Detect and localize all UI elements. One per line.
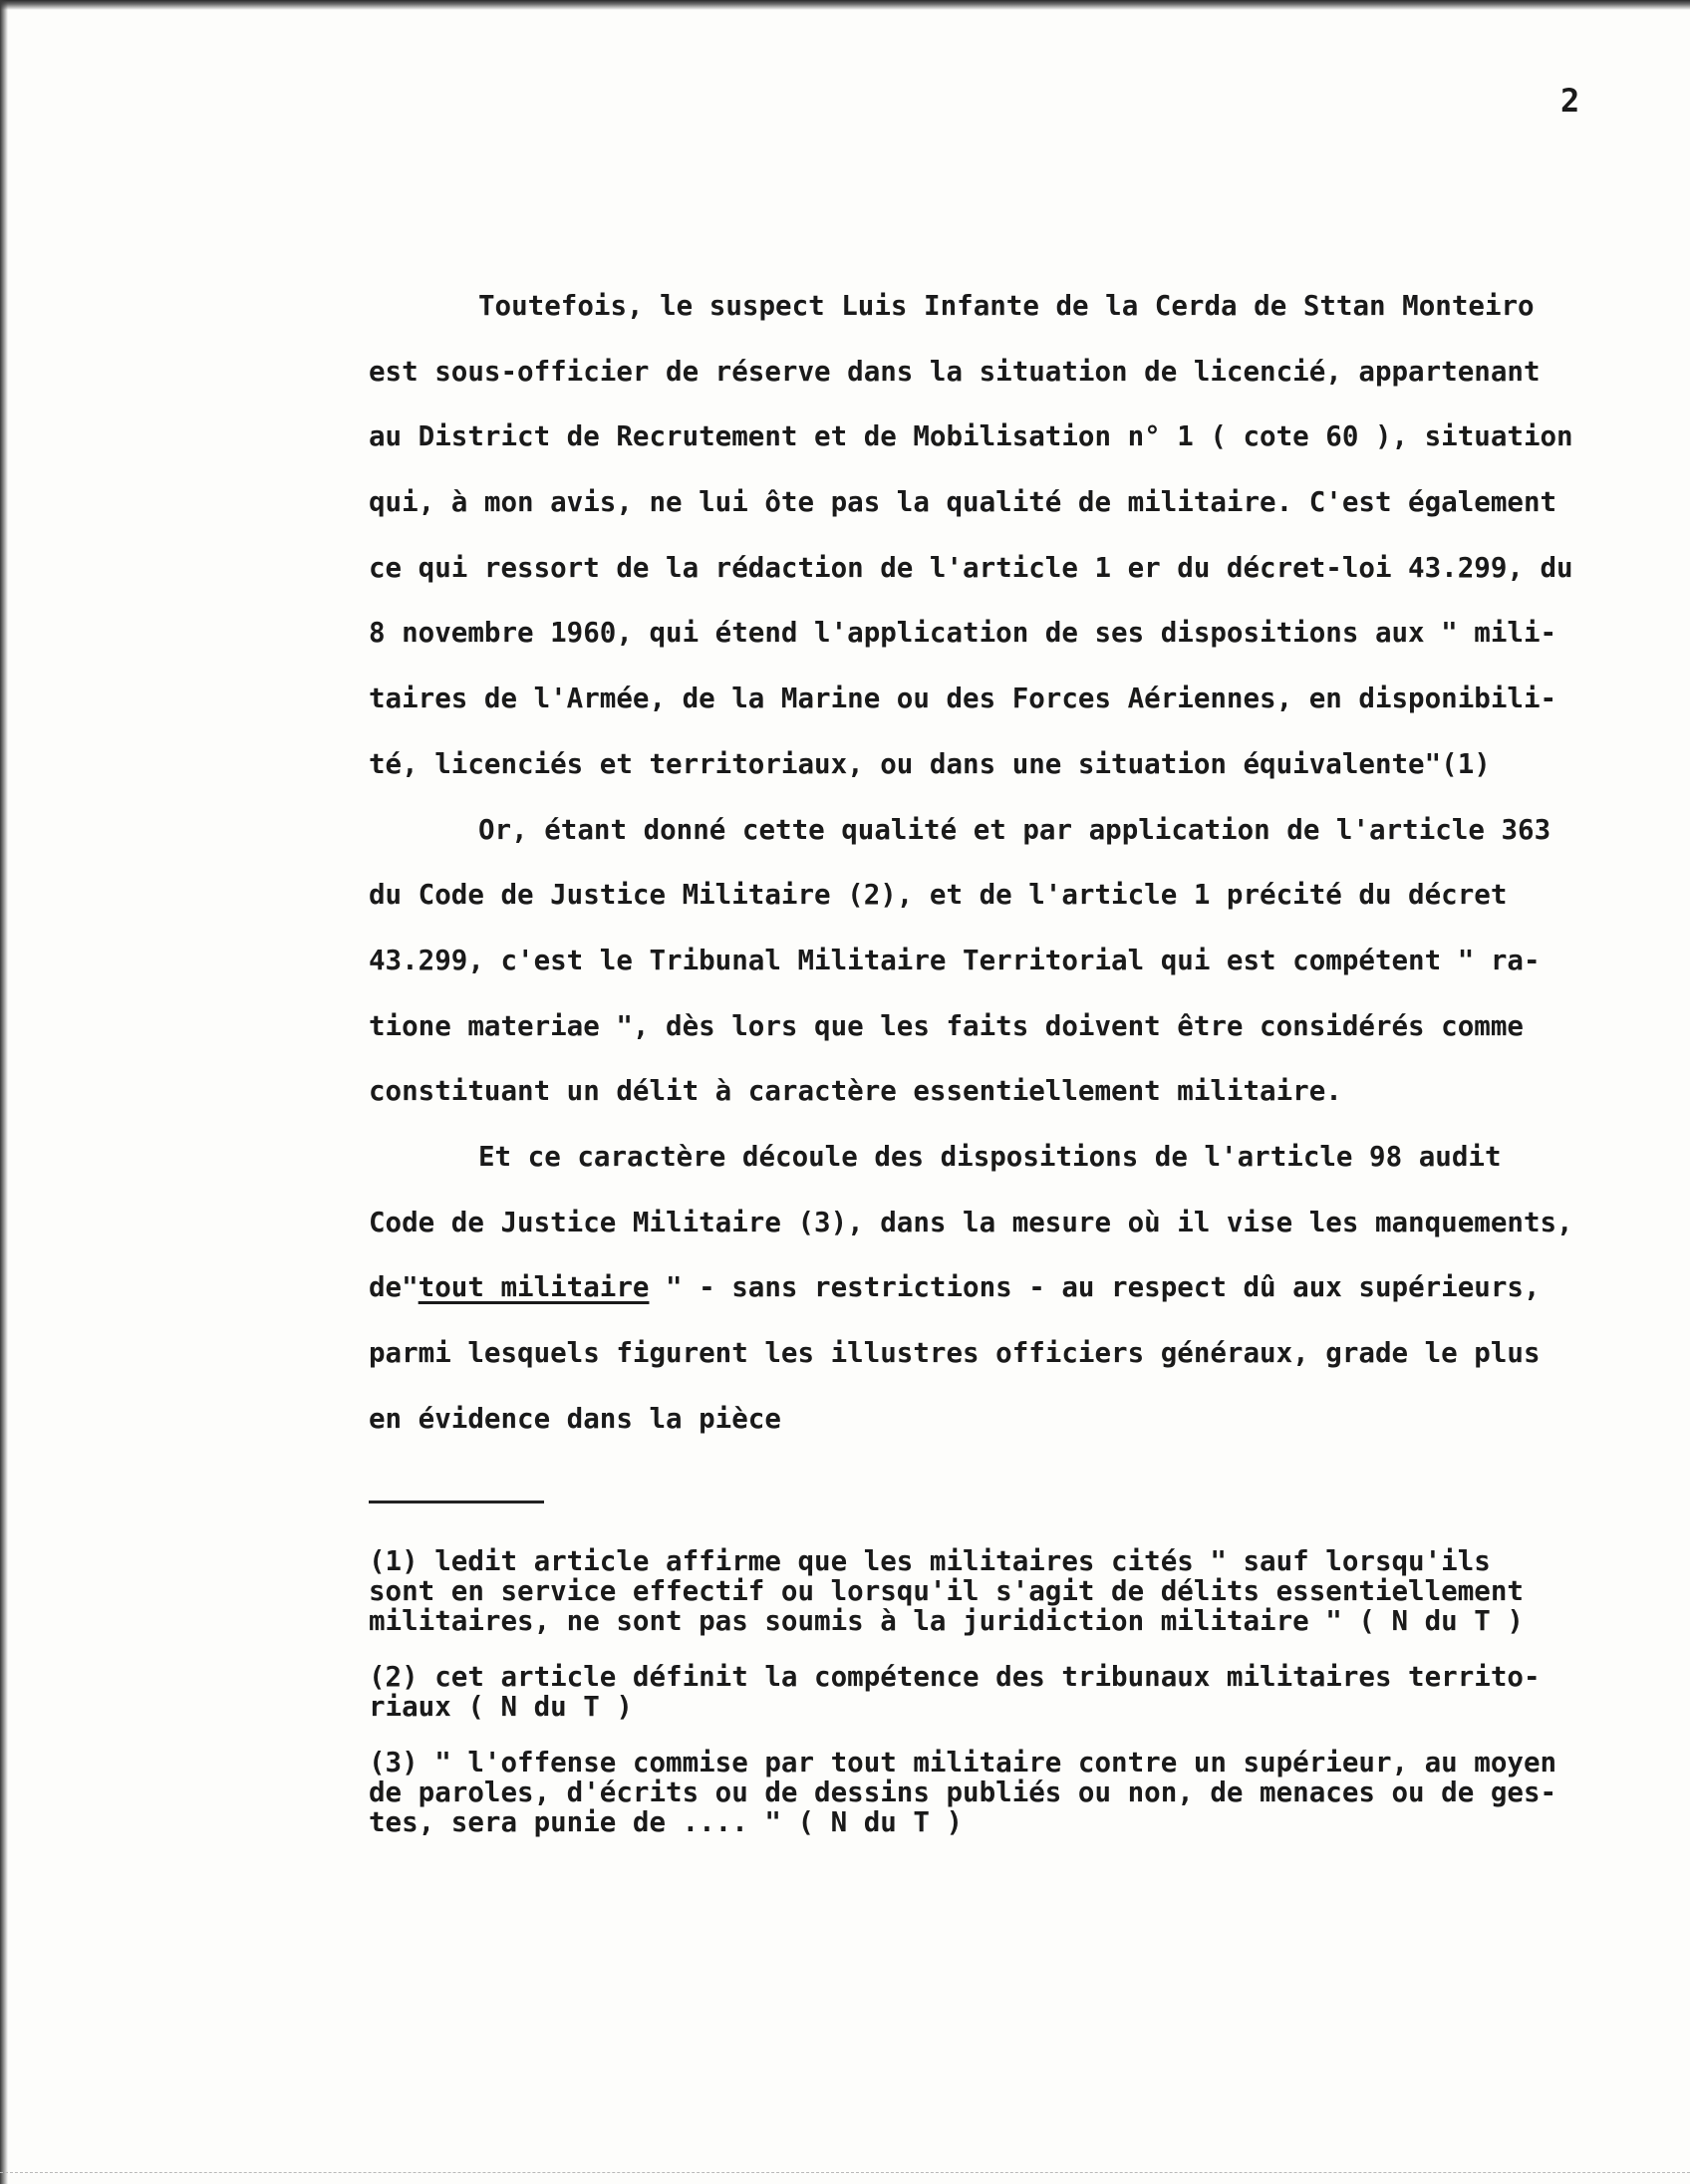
body-text [369, 274, 1664, 1452]
line-prefix: de" [369, 1271, 419, 1304]
footnote-line: tes, sera punie de .... " ( N du T ) [369, 1806, 964, 1838]
body-line: parmi lesquels figurent les illustres officiers généraux, grade le plus [369, 1337, 1541, 1369]
scan-edge-left [0, 0, 8, 2184]
body-line: Or, étant donné cette qualité et par application de l'article 363 [478, 813, 1551, 846]
footnote-2 [369, 1662, 1674, 1722]
body-line: au District de Recrutement et de Mobilisation n° 1 ( cote 60 ), situation [369, 420, 1573, 453]
line-suffix: " - sans restrictions - au respect dû aux supérieurs, [649, 1271, 1541, 1304]
page-number: 2 [1560, 82, 1580, 120]
body-line: taires de l'Armée, de la Marine ou des Forces Aériennes, en disponibili- [369, 682, 1557, 715]
body-line: 8 novembre 1960, qui étend l'application de ses dispositions aux " mili- [369, 617, 1557, 650]
body-line: Et ce caractère découle des dispositions de l'article 98 audit [478, 1140, 1502, 1173]
footnote-line: (1) ledit article affirme que les militaires cités " sauf lorsqu'ils [369, 1545, 1491, 1577]
body-line-underlined [369, 1255, 1664, 1321]
body-line: du Code de Justice Militaire (2), et de l'article 1 précité du décret [369, 879, 1508, 912]
scan-edge-top [0, 0, 1690, 10]
footnote-line: riaux ( N du T ) [369, 1691, 633, 1723]
body-line: Toutefois, le suspect Luis Infante de la Cerda de Sttan Monteiro [478, 290, 1535, 322]
body-line: en évidence dans la pièce [369, 1402, 781, 1435]
footnote-1 [369, 1546, 1674, 1636]
body-line: ce qui ressort de la rédaction de l'article 1 er du décret-loi 43.299, du [369, 551, 1573, 584]
footnote-line: militaires, ne sont pas soumis à la juridiction militaire " ( N du T ) [369, 1605, 1524, 1637]
body-line: Code de Justice Militaire (3), dans la mesure où il vise les manquements, [369, 1206, 1573, 1238]
underlined-phrase: tout militaire [418, 1271, 650, 1304]
footnote-separator [369, 1501, 544, 1503]
footnote-3 [369, 1748, 1674, 1837]
footnote-line: de paroles, d'écrits ou de dessins publiés ou non, de menaces ou de ges- [369, 1776, 1557, 1808]
footnotes [369, 1546, 1674, 1863]
footnote-line: (2) cet article définit la compétence des tribunaux militaires territo- [369, 1661, 1541, 1693]
body-line: est sous-officier de réserve dans la situation de licencié, appartenant [369, 355, 1541, 388]
scan-edge-bottom [0, 2172, 1690, 2174]
body-line: qui, à mon avis, ne lui ôte pas la qualité de militaire. C'est également [369, 486, 1557, 519]
body-line: tione materiae ", dès lors que les faits doivent être considérés comme [369, 1009, 1524, 1042]
body-line: constituant un délit à caractère essentiellement militaire. [369, 1075, 1342, 1108]
footnote-line: sont en service effectif ou lorsqu'il s'agit de délits essentiellement [369, 1575, 1524, 1607]
body-line: té, licenciés et territoriaux, ou dans une situation équivalente"(1) [369, 747, 1491, 780]
body-line: 43.299, c'est le Tribunal Militaire Territorial qui est compétent " ra- [369, 944, 1541, 976]
footnote-line: (3) " l'offense commise par tout militaire contre un supérieur, au moyen [369, 1747, 1557, 1778]
